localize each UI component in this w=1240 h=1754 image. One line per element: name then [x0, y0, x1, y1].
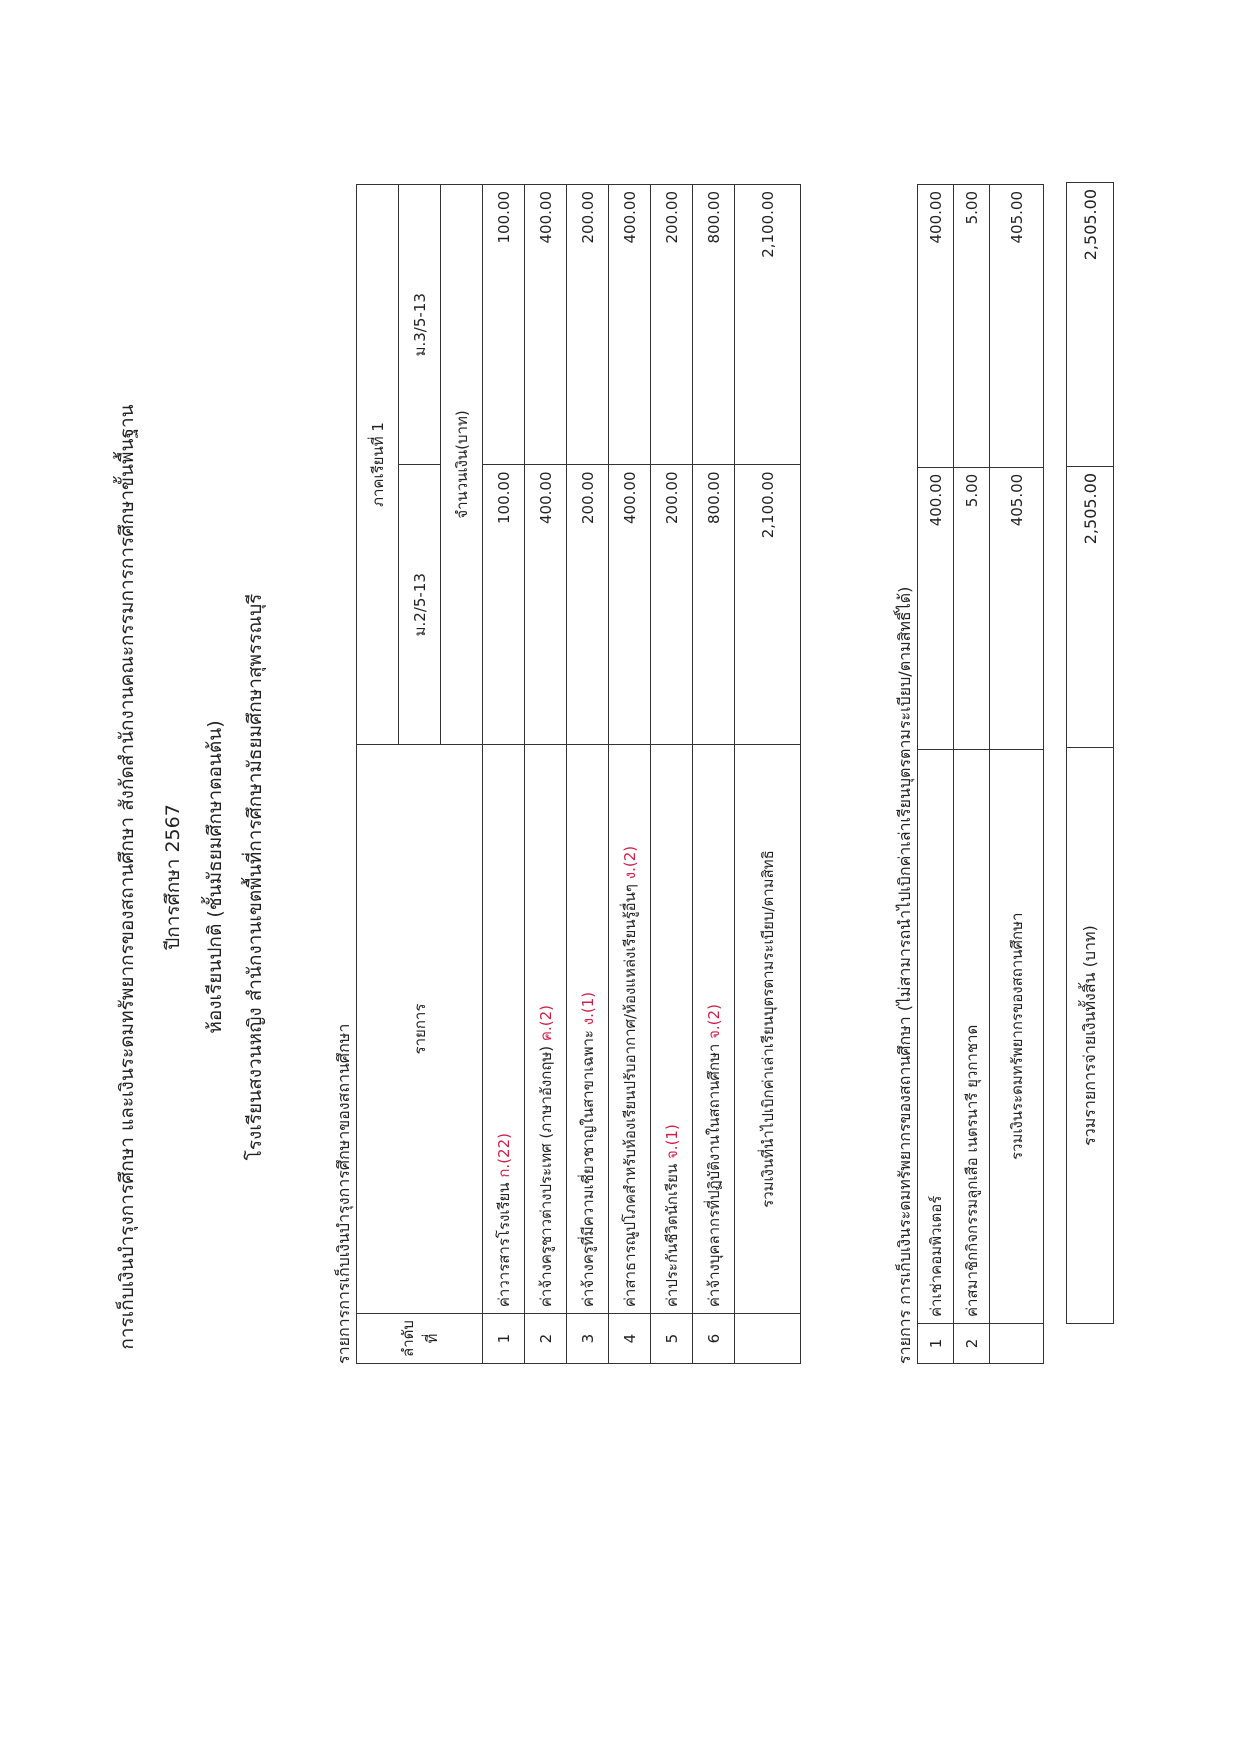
table1-total-row: รวมเงินที่นำไปเบิกค่าเล่าเรียนบุตรตามระเบียบ/ตามสิทธิ 2,100.00 2,100.00 — [735, 185, 801, 1364]
grand-total-value-2: 2,505.00 — [1080, 189, 1100, 261]
table-row: 4 ค่าสาธารณูปโภคสำหรับห้องเรียนปรับอากาศ/ห้องแหล่งเรียนรู้อื่นๆ ง.(2) 400.00 400.00 — [609, 185, 651, 1364]
table2-total-row: รวมเงินระดมทรัพยากรของสถานศึกษา 405.00 405.00 — [990, 185, 1044, 1364]
fees-table — [356, 184, 801, 1364]
grand-total-value-1: 2,505.00 — [1067, 466, 1113, 748]
table2-caption: รายการ การเก็บเงินระดมทรัพยากรของสถานศึกษา (ไม่สามารถนำไปเบิกค่าเล่าเรียนบุตรตามระเบียบ/ตามสิทธิ์ได้) — [895, 586, 914, 1364]
header-line-4: โรงเรียนสงวนหญิง สำนักงานเขตพื้นที่การศึกษามัธยมศึกษาสุพรรณบุรี — [244, 593, 266, 1161]
table-row: 5 ค่าประกันชีวิตนักเรียน จ.(1) 200.00 200.00 — [651, 185, 693, 1364]
resource-table — [917, 184, 1044, 1364]
table-row: 1 ค่าเช่าคอมพิวเตอร์ 400.00 400.00 — [918, 185, 954, 1364]
col-no-header: ลำดับที่ — [357, 1314, 483, 1364]
table-row: 3 ค่าจ้างครูที่มีความเชี่ยวชาญในสาขาเฉพาะ ง.(1) 200.00 200.00 — [567, 185, 609, 1364]
table-row: 1 ค่าวารสารโรงเรียน ก.(22) 100.00 100.00 — [483, 185, 525, 1364]
header-line-2: ปีการศึกษา 2567 — [162, 804, 184, 950]
table1-caption: รายการการเก็บเงินบำรุงการศึกษาของสถานศึกษา — [334, 1023, 353, 1364]
header-line-3: ห้องเรียนปกติ (ชั้นมัธยมศึกษาตอนต้น) — [204, 720, 226, 1034]
table-row: 2 ค่าสมาชิกกิจกรรมลูกเสือ เนตรนารี ยุวกาชาด 5.00 5.00 — [954, 185, 990, 1364]
col-item-header: รายการ — [357, 744, 483, 1313]
semester-header: ภาคเรียนที่ 1 — [357, 185, 399, 745]
amount-header: จำนวนเงิน(บาท) — [441, 185, 483, 745]
grade-header-1: ม.2/5-13 — [399, 465, 441, 744]
grand-total-label: รวมรายการจ่ายเงินทั้งสิ้น (บาท) — [1067, 747, 1113, 1323]
header-line-1: การเก็บเงินบำรุงการศึกษา และเงินระดมทรัพยากรของสถานศึกษา สังกัดสำนักงานคณะกรรมการการศึกษาขั้นพื้นฐาน — [116, 404, 138, 1350]
grand-total-box — [1066, 182, 1114, 1324]
table-row: 2 ค่าจ้างครูชาวต่างประเทศ (ภาษาอังกฤษ) ค.(2) 400.00 400.00 — [525, 185, 567, 1364]
table-row: 6 ค่าจ้างบุคลากรที่ปฏิบัติงานในสถานศึกษา จ.(2) 800.00 800.00 — [693, 185, 735, 1364]
grade-header-2: ม.3/5-13 — [399, 185, 441, 465]
